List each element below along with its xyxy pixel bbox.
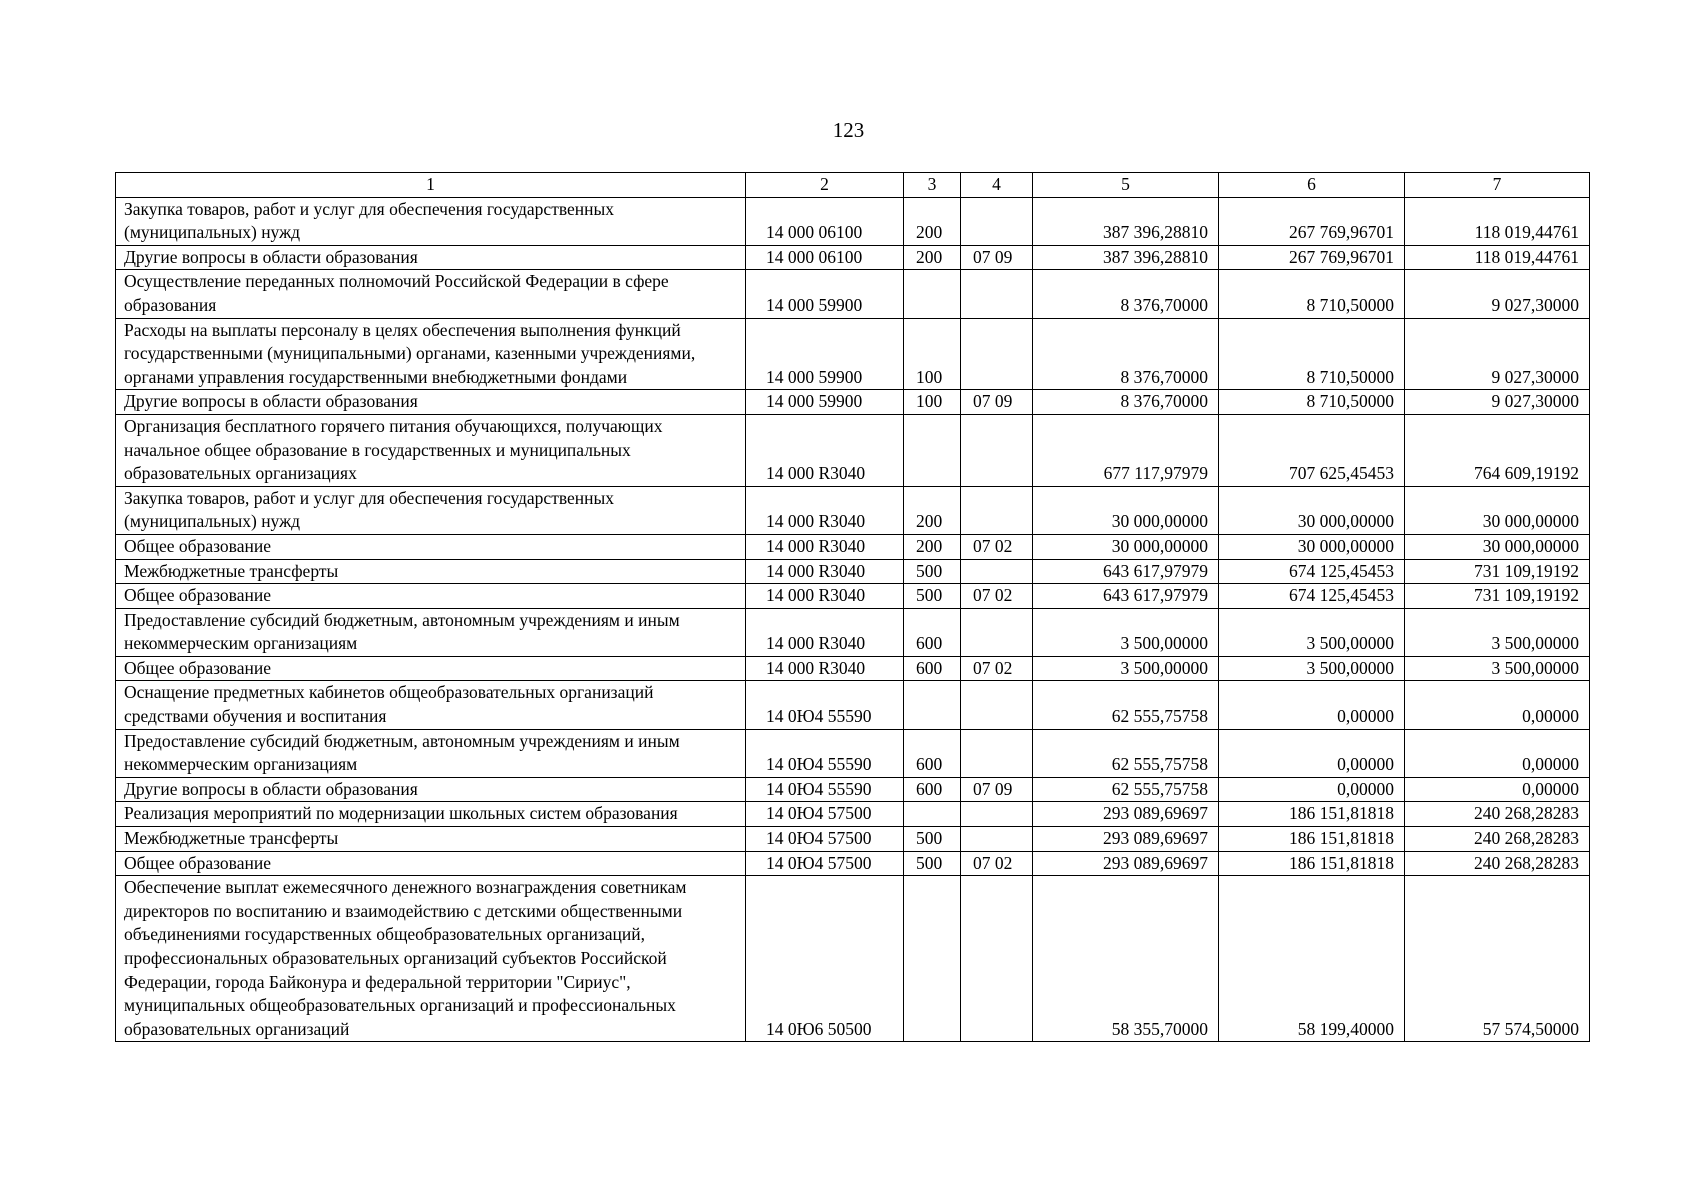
row-amount-col6: 3 500,00000 [1219,656,1405,681]
row-amount-col7: 731 109,19192 [1405,584,1590,609]
row-amount-col5: 62 555,75758 [1033,777,1219,802]
row-amount-col6: 3 500,00000 [1219,608,1405,656]
table-row [116,777,1590,802]
header-col-3: 3 [904,173,961,198]
table-row [116,318,1590,390]
row-amount-col5: 30 000,00000 [1033,534,1219,559]
row-expense-type [904,876,961,1042]
row-amount-col5: 58 355,70000 [1033,876,1219,1042]
table-row [116,802,1590,827]
budget-table [115,172,1590,1042]
row-target-code: 14 000 06100 [746,245,904,270]
row-section-code [961,876,1033,1042]
row-section-code [961,802,1033,827]
row-expense-type: 500 [904,559,961,584]
row-section-code [961,681,1033,729]
row-name: Общее образование [116,534,746,559]
row-amount-col7: 9 027,30000 [1405,390,1590,415]
row-target-code: 14 0Ю6 50500 [746,876,904,1042]
row-expense-type: 100 [904,390,961,415]
row-amount-col7: 0,00000 [1405,729,1590,777]
row-expense-type: 500 [904,827,961,852]
row-target-code: 14 000 06100 [746,197,904,245]
row-section-code [961,729,1033,777]
table-row [116,534,1590,559]
row-amount-col6: 8 710,50000 [1219,318,1405,390]
row-section-code [961,197,1033,245]
row-name: Предоставление субсидий бюджетным, автономным учреждениям и иным некоммерческим организациям [116,608,746,656]
row-amount-col7: 0,00000 [1405,777,1590,802]
row-target-code: 14 000 R3040 [746,534,904,559]
row-expense-type: 500 [904,584,961,609]
table-row [116,876,1590,1042]
row-amount-col7: 9 027,30000 [1405,270,1590,318]
row-amount-col7: 118 019,44761 [1405,245,1590,270]
row-amount-col5: 8 376,70000 [1033,390,1219,415]
row-amount-col7: 118 019,44761 [1405,197,1590,245]
row-expense-type: 600 [904,608,961,656]
row-section-code [961,608,1033,656]
row-amount-col5: 293 089,69697 [1033,827,1219,852]
row-name: Другие вопросы в области образования [116,390,746,415]
row-name: Реализация мероприятий по модернизации школьных систем образования [116,802,746,827]
row-name: Межбюджетные трансферты [116,827,746,852]
row-amount-col6: 30 000,00000 [1219,534,1405,559]
row-target-code: 14 000 R3040 [746,584,904,609]
row-name: Общее образование [116,584,746,609]
row-amount-col5: 387 396,28810 [1033,245,1219,270]
row-amount-col6: 186 151,81818 [1219,827,1405,852]
row-amount-col7: 57 574,50000 [1405,876,1590,1042]
row-amount-col6: 267 769,96701 [1219,245,1405,270]
header-col-4: 4 [961,173,1033,198]
row-amount-col5: 643 617,97979 [1033,559,1219,584]
table-body [116,197,1590,1042]
row-target-code: 14 000 R3040 [746,486,904,534]
row-expense-type: 600 [904,656,961,681]
row-amount-col5: 387 396,28810 [1033,197,1219,245]
row-section-code: 07 02 [961,656,1033,681]
row-amount-col5: 3 500,00000 [1033,608,1219,656]
row-amount-col5: 62 555,75758 [1033,729,1219,777]
row-amount-col7: 3 500,00000 [1405,656,1590,681]
row-name: Закупка товаров, работ и услуг для обеспечения государственных (муниципальных) нужд [116,486,746,534]
row-name: Организация бесплатного горячего питания обучающихся, получающих начальное общее образование в государственных и муниципальных образовательных организациях [116,414,746,486]
table-header-row [116,173,1590,198]
row-amount-col6: 8 710,50000 [1219,390,1405,415]
row-target-code: 14 0Ю4 55590 [746,777,904,802]
row-name: Расходы на выплаты персоналу в целях обеспечения выполнения функций государственными (муниципальными) органами, казенными учреждениями, органами управления государственными внебюджетными фондами [116,318,746,390]
row-section-code [961,318,1033,390]
row-name: Межбюджетные трансферты [116,559,746,584]
row-amount-col5: 293 089,69697 [1033,851,1219,876]
row-amount-col6: 8 710,50000 [1219,270,1405,318]
table-row [116,414,1590,486]
table-row [116,729,1590,777]
row-target-code: 14 000 R3040 [746,559,904,584]
row-expense-type: 200 [904,486,961,534]
row-amount-col6: 0,00000 [1219,681,1405,729]
row-amount-col6: 186 151,81818 [1219,802,1405,827]
row-amount-col7: 3 500,00000 [1405,608,1590,656]
row-name: Предоставление субсидий бюджетным, автономным учреждениям и иным некоммерческим организациям [116,729,746,777]
row-amount-col7: 0,00000 [1405,681,1590,729]
row-name: Общее образование [116,656,746,681]
row-section-code [961,414,1033,486]
row-amount-col6: 707 625,45453 [1219,414,1405,486]
row-amount-col5: 677 117,97979 [1033,414,1219,486]
row-target-code: 14 000 R3040 [746,656,904,681]
row-section-code: 07 09 [961,390,1033,415]
row-amount-col5: 30 000,00000 [1033,486,1219,534]
row-amount-col5: 8 376,70000 [1033,318,1219,390]
row-expense-type: 600 [904,729,961,777]
header-col-1: 1 [116,173,746,198]
row-expense-type [904,802,961,827]
row-amount-col5: 62 555,75758 [1033,681,1219,729]
row-name: Оснащение предметных кабинетов общеобразовательных организаций средствами обучения и воспитания [116,681,746,729]
row-target-code: 14 000 R3040 [746,608,904,656]
row-section-code: 07 02 [961,851,1033,876]
row-name: Другие вопросы в области образования [116,777,746,802]
row-target-code: 14 000 R3040 [746,414,904,486]
table-row [116,827,1590,852]
row-amount-col6: 267 769,96701 [1219,197,1405,245]
row-amount-col6: 674 125,45453 [1219,584,1405,609]
row-expense-type: 200 [904,197,961,245]
row-expense-type: 500 [904,851,961,876]
table-row [116,245,1590,270]
row-target-code: 14 000 59900 [746,318,904,390]
row-amount-col7: 30 000,00000 [1405,486,1590,534]
row-amount-col7: 240 268,28283 [1405,851,1590,876]
row-expense-type: 200 [904,534,961,559]
row-amount-col6: 186 151,81818 [1219,851,1405,876]
row-target-code: 14 0Ю4 55590 [746,729,904,777]
page-number: 123 [832,118,865,142]
row-expense-type: 100 [904,318,961,390]
row-amount-col6: 58 199,40000 [1219,876,1405,1042]
table-row [116,197,1590,245]
row-amount-col6: 30 000,00000 [1219,486,1405,534]
row-amount-col5: 3 500,00000 [1033,656,1219,681]
table-row [116,608,1590,656]
row-amount-col5: 643 617,97979 [1033,584,1219,609]
table-row [116,851,1590,876]
table-row [116,390,1590,415]
table-row [116,559,1590,584]
row-name: Закупка товаров, работ и услуг для обеспечения государственных (муниципальных) нужд [116,197,746,245]
row-expense-type: 200 [904,245,961,270]
row-name: Осуществление переданных полномочий Российской Федерации в сфере образования [116,270,746,318]
row-section-code [961,827,1033,852]
row-section-code: 07 09 [961,245,1033,270]
row-amount-col7: 30 000,00000 [1405,534,1590,559]
row-section-code: 07 09 [961,777,1033,802]
header-col-2: 2 [746,173,904,198]
row-section-code [961,270,1033,318]
table-row [116,584,1590,609]
row-name: Обеспечение выплат ежемесячного денежного вознаграждения советникам директоров по воспитанию и взаимодействию с детскими общественными объединениями государственных общеобразовательных организаций, профессиональных образовательных организаций субъектов Российской Федерации, города Байконура и федеральной территории "Сириус", муниципальных общеобразовательных организаций и профессиональных образовательных организаций [116,876,746,1042]
row-target-code: 14 000 59900 [746,390,904,415]
row-target-code: 14 0Ю4 57500 [746,802,904,827]
row-section-code: 07 02 [961,584,1033,609]
row-amount-col7: 9 027,30000 [1405,318,1590,390]
row-target-code: 14 0Ю4 57500 [746,851,904,876]
row-amount-col6: 674 125,45453 [1219,559,1405,584]
row-expense-type: 600 [904,777,961,802]
row-amount-col6: 0,00000 [1219,729,1405,777]
header-col-5: 5 [1033,173,1219,198]
row-expense-type [904,414,961,486]
row-target-code: 14 0Ю4 57500 [746,827,904,852]
row-amount-col7: 240 268,28283 [1405,827,1590,852]
row-target-code: 14 000 59900 [746,270,904,318]
row-section-code [961,559,1033,584]
row-name: Общее образование [116,851,746,876]
row-expense-type [904,681,961,729]
header-col-7: 7 [1405,173,1590,198]
row-name: Другие вопросы в области образования [116,245,746,270]
header-col-6: 6 [1219,173,1405,198]
row-section-code: 07 02 [961,534,1033,559]
row-expense-type [904,270,961,318]
row-amount-col5: 8 376,70000 [1033,270,1219,318]
row-amount-col7: 731 109,19192 [1405,559,1590,584]
row-target-code: 14 0Ю4 55590 [746,681,904,729]
row-amount-col7: 764 609,19192 [1405,414,1590,486]
row-amount-col7: 240 268,28283 [1405,802,1590,827]
row-amount-col5: 293 089,69697 [1033,802,1219,827]
table-row [116,486,1590,534]
table-row [116,270,1590,318]
row-section-code [961,486,1033,534]
table-row [116,656,1590,681]
row-amount-col6: 0,00000 [1219,777,1405,802]
table-row [116,681,1590,729]
